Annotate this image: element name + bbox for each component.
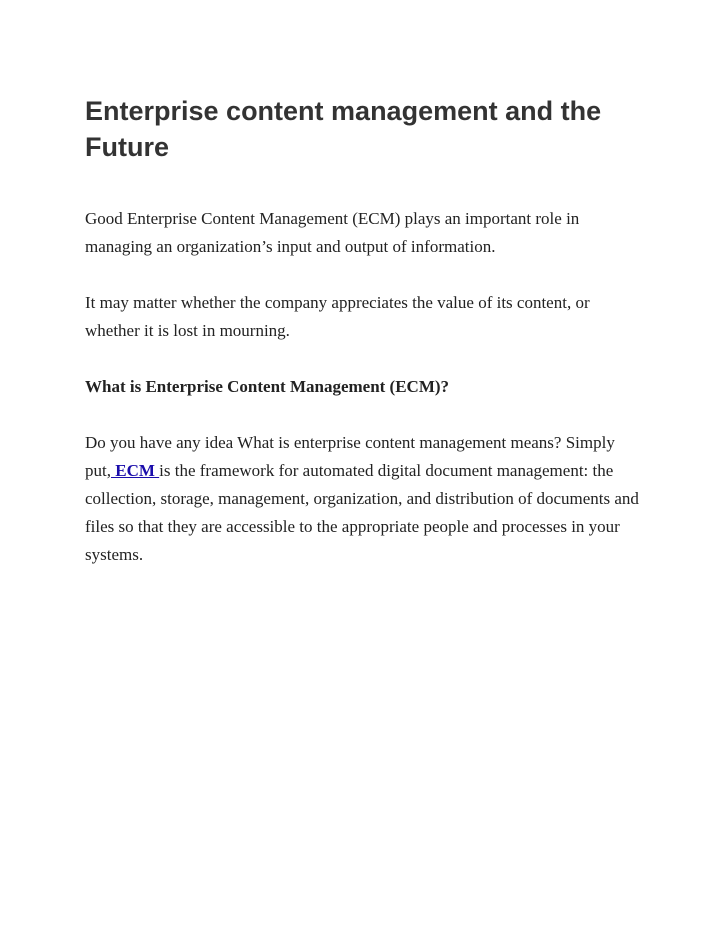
ecm-link[interactable]: ECM [110, 461, 160, 480]
document-page [85, 93, 645, 597]
definition-text-before-link: Do you have any idea What is enterprise content management means? Simply put, [85, 433, 615, 480]
definition-text-after-link: is the framework for automated digital document management: the collection, storage, management, organization, and distribution of documents and files so that they are accessible to the appropriate people and processes in your systems. [85, 461, 639, 564]
intro-paragraph: Good Enterprise Content Management (ECM) plays an important role in managing an organization’s input and output of information. [85, 209, 580, 256]
article-title: Enterprise content management and the Future [85, 96, 602, 162]
definition-paragraph [85, 429, 645, 569]
section-subheading: What is Enterprise Content Management (ECM)? [85, 377, 450, 396]
second-paragraph: It may matter whether the company appreciates the value of its content, or whether it is lost in mourning. [85, 293, 590, 340]
